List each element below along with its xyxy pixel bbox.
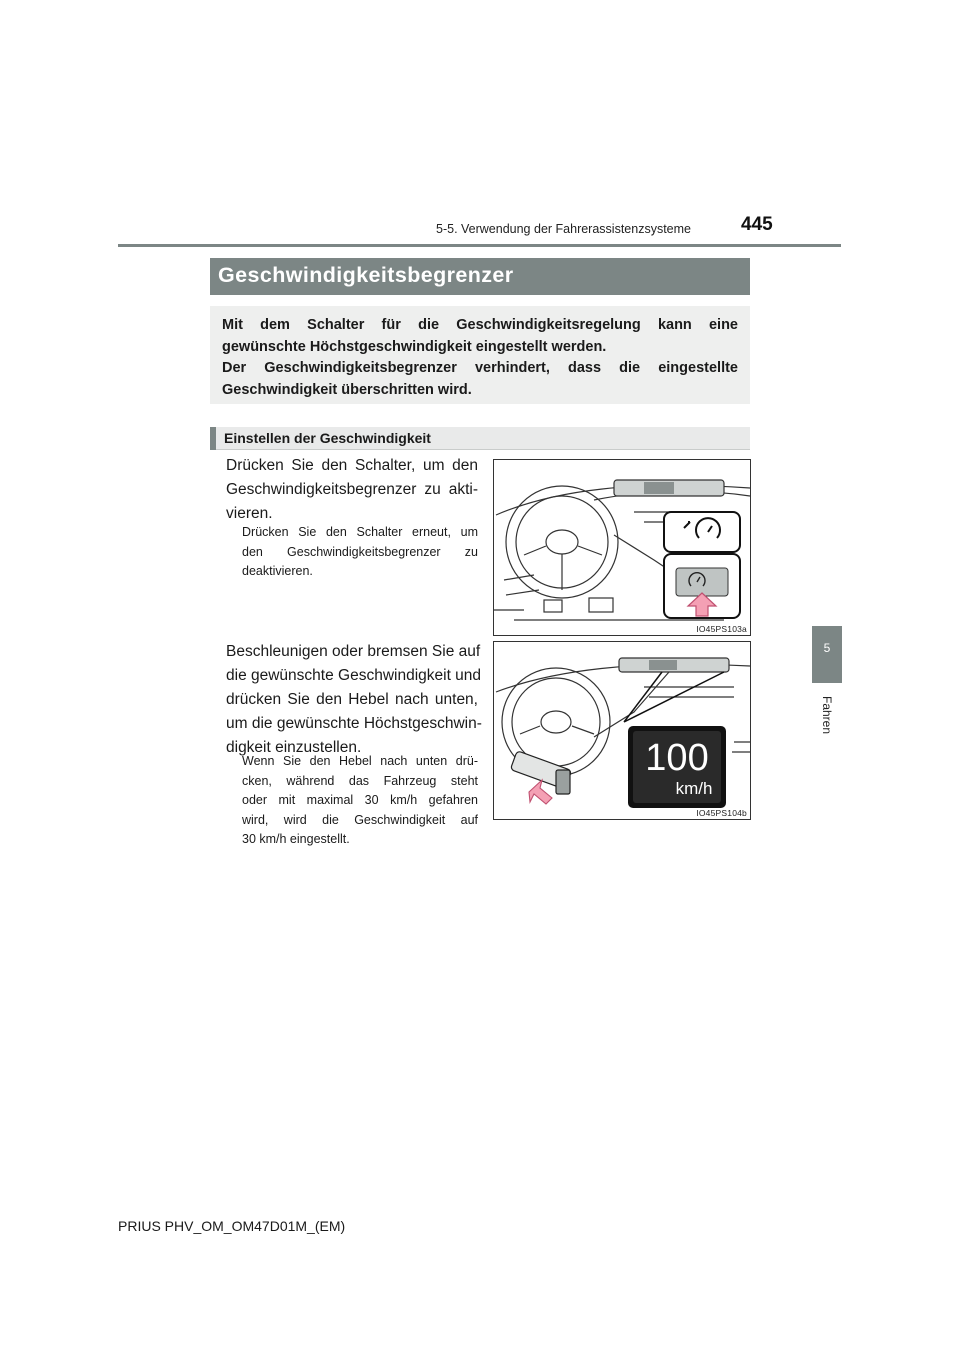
note-line: wird, wird die Geschwindigkeit auf bbox=[242, 812, 478, 827]
intro-line: Geschwindigkeit überschritten wird. bbox=[222, 381, 472, 398]
note-line: 30 km/h eingestellt. bbox=[242, 832, 350, 846]
note-line: deaktivieren. bbox=[242, 564, 313, 578]
step-line: die gewünschte Geschwindigkeit und bbox=[226, 667, 482, 684]
display-unit: km/h bbox=[675, 779, 713, 798]
figure-limiter-switch bbox=[493, 459, 751, 636]
note-line: cken, während das Fahrzeug steht bbox=[242, 773, 478, 788]
note-line: oder mit maximal 30 km/h gefahren bbox=[242, 793, 478, 807]
intro-line: gewünschte Höchstgeschwindigkeit eingestellt werden. bbox=[222, 338, 607, 355]
note-line: Wenn Sie den Hebel nach unten drü- bbox=[242, 754, 478, 768]
intro-box bbox=[210, 306, 750, 404]
header-rule bbox=[118, 244, 841, 247]
step-1-note bbox=[242, 523, 478, 582]
document-footer: PRIUS PHV_OM_OM47D01M_(EM) bbox=[118, 1218, 346, 1234]
note-line: Drücken Sie den Schalter erneut, um bbox=[242, 525, 478, 539]
section-header: 5-5. Verwendung der Fahrerassistenzsysteme bbox=[436, 222, 691, 236]
step-line: Beschleunigen oder bremsen Sie auf bbox=[226, 643, 481, 660]
figure-code: IO45PS104b bbox=[696, 808, 747, 818]
subheading bbox=[210, 427, 750, 450]
dashboard-illustration-1 bbox=[494, 460, 750, 635]
step-line: vieren. bbox=[226, 505, 273, 522]
step-2-note bbox=[242, 752, 478, 850]
dashboard-illustration-2 bbox=[494, 642, 750, 819]
chapter-label bbox=[810, 690, 844, 740]
note-line: den Geschwindigkeitsbegrenzer zu bbox=[242, 544, 478, 559]
step-line: Geschwindigkeitsbegrenzer zu akti- bbox=[226, 481, 478, 498]
intro-line: Mit dem Schalter für die Geschwindigkeitsregelung kann eine bbox=[222, 317, 738, 333]
figure-code: IO45PS103a bbox=[696, 624, 747, 634]
section-title-bar bbox=[210, 258, 750, 295]
step-2-text bbox=[226, 640, 482, 760]
display-speed: 100 bbox=[645, 737, 709, 779]
step-line: Drücken Sie den Schalter, um den bbox=[226, 457, 478, 474]
step-line: digkeit einzustellen. bbox=[226, 739, 362, 756]
page-number: 445 bbox=[741, 214, 773, 235]
intro-line: Der Geschwindigkeitsbegrenzer verhindert, dass die eingestellte bbox=[222, 360, 738, 376]
page-title: Geschwindigkeitsbegrenzer bbox=[218, 263, 514, 287]
chapter-tab[interactable]: 5 bbox=[812, 626, 842, 683]
step-1-text bbox=[226, 454, 478, 526]
step-line: drücken Sie den Hebel nach unten, bbox=[226, 691, 478, 708]
chapter-label-text: Fahren bbox=[820, 695, 834, 735]
step-line: um die gewünschte Höchstgeschwin- bbox=[226, 715, 482, 732]
subheading-accent bbox=[210, 427, 216, 450]
figure-limiter-lever bbox=[493, 641, 751, 820]
subheading-text: Einstellen der Geschwindigkeit bbox=[224, 430, 431, 446]
